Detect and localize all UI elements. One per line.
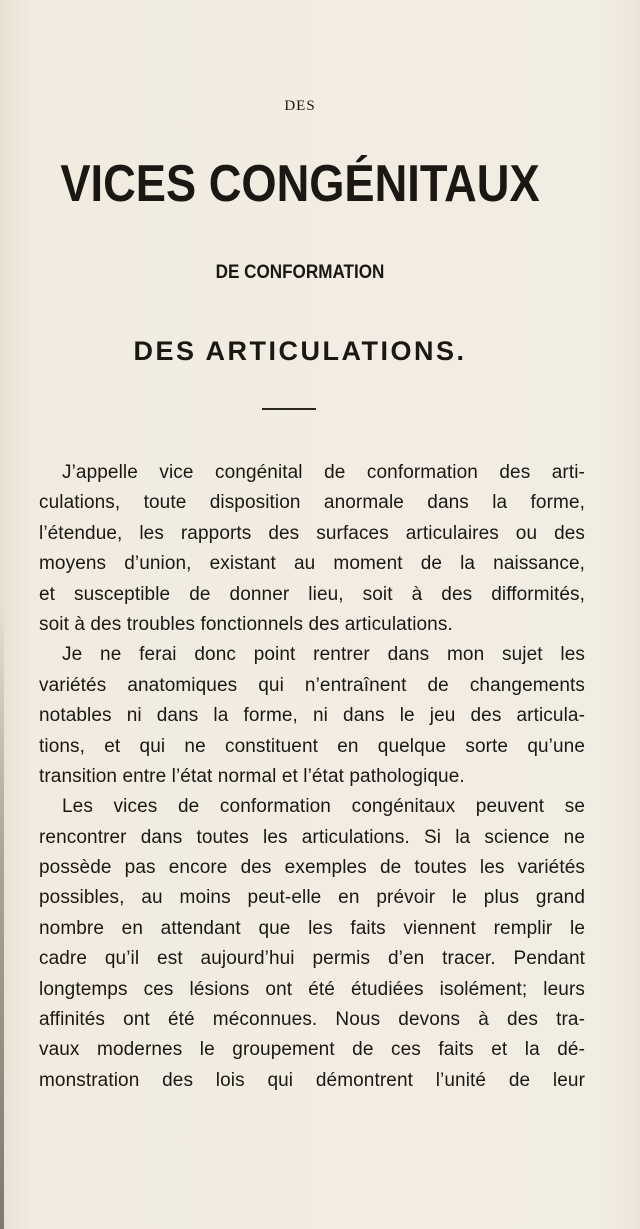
section-heading: DES ARTICULATIONS. (133, 336, 467, 366)
page-subtitle: DE CONFORMATION (215, 262, 385, 283)
text-line: vaux modernes le groupement de ces faits et la dé- (39, 1039, 585, 1061)
body-text (39, 458, 585, 1096)
text-line: culations, toute disposition anormale dans la forme, (39, 492, 585, 514)
text-line: et susceptible de donner lieu, soit à des difformités, (39, 583, 585, 605)
text-line: transition entre l’état normal et l’état pathologique. (39, 765, 465, 787)
text-line: cadre qu’il est aujourd’hui permis d’en tracer. Pendant (39, 948, 585, 970)
text-line: longtemps ces lésions ont été étudiées isolément; leurs (39, 978, 585, 1000)
text-line: nombre en attendant que les faits viennent remplir le (39, 917, 585, 939)
text-line: monstration des lois qui démontrent l’unité de leur (39, 1069, 585, 1091)
text-line: affinités ont été méconnues. Nous devons à des tra- (39, 1009, 585, 1031)
title-prefix: DES (284, 98, 316, 114)
text-line: notables ni dans la forme, ni dans le jeu des articula- (39, 705, 585, 727)
page-edge-shadow (0, 600, 4, 1229)
text-line: variétés anatomiques qui n’entraînent de changements (39, 674, 585, 696)
text-line: Je ne ferai donc point rentrer dans mon sujet les (62, 644, 585, 666)
text-line: rencontrer dans toutes les articulations. Si la science ne (39, 826, 585, 848)
text-line: possibles, au moins peut-elle en prévoir le plus grand (39, 887, 585, 909)
text-line: l’étendue, les rapports des surfaces articulaires ou des (39, 522, 585, 544)
text-line: moyens d’union, existant au moment de la naissance, (39, 553, 585, 575)
text-line: soit à des troubles fonctionnels des articulations. (39, 613, 453, 635)
text-line: Les vices de conformation congénitaux peuvent se (62, 796, 585, 818)
text-line: tions, et qui ne constituent en quelque sorte qu’une (39, 735, 585, 757)
text-line: J’appelle vice congénital de conformation des arti- (62, 462, 585, 483)
section-divider (262, 408, 316, 410)
text-line: possède pas encore des exemples de toutes les variétés (39, 857, 585, 879)
page-title: VICES CONGÉNITAUX (60, 155, 540, 213)
